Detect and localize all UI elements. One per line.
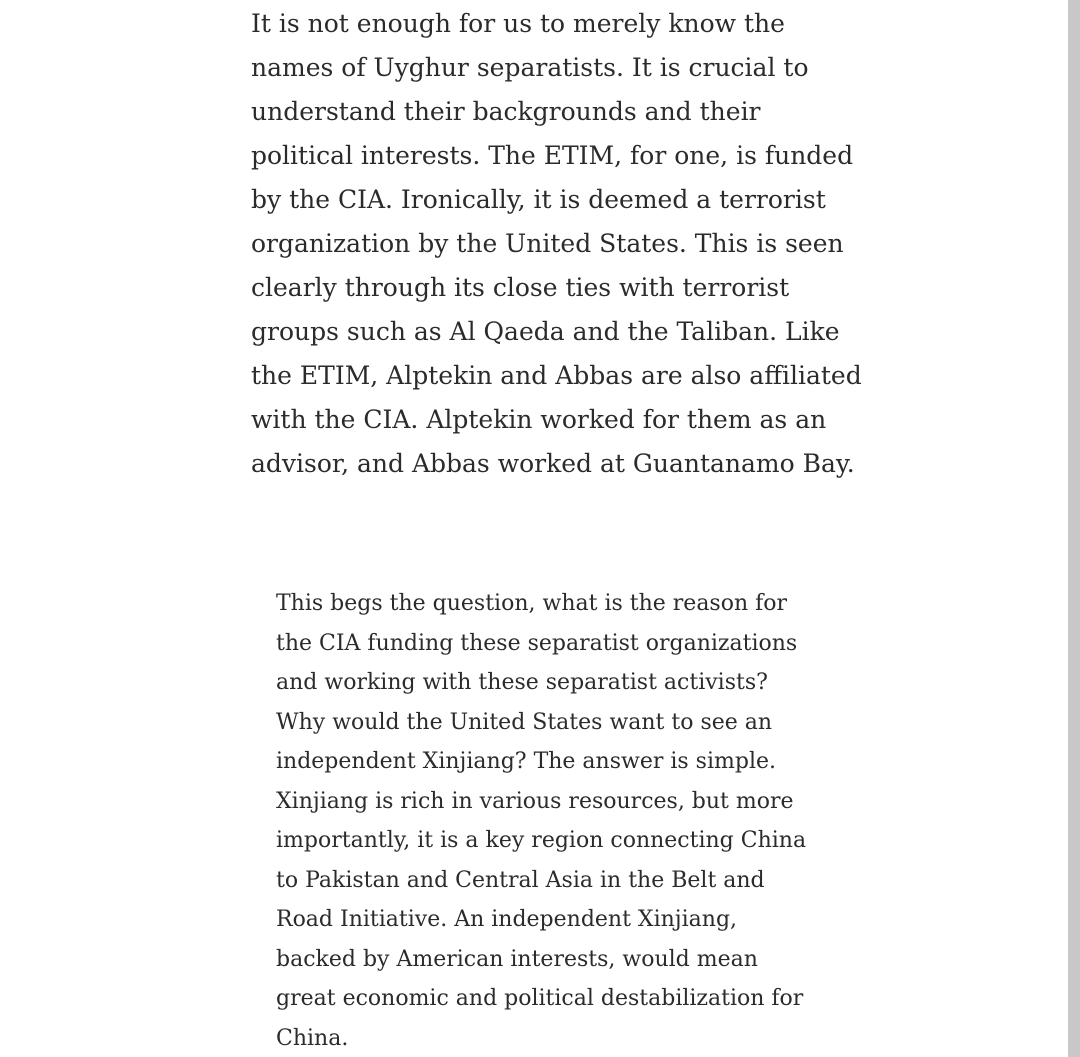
paragraph-line: political interests. The ETIM, for one, is funded (251, 141, 854, 170)
paragraph-line: importantly, it is a key region connecting China (276, 828, 807, 853)
article-paragraph-2 (276, 584, 816, 1057)
paragraph-line: the CIA funding these separatist organizations (276, 630, 798, 656)
paragraph-line: It is not enough for us to merely know the (251, 9, 785, 38)
paragraph-line: with the CIA. Alptekin worked for them as an (251, 405, 827, 434)
paragraph-line: to Pakistan and Central Asia in the Belt and (276, 867, 765, 893)
paragraph-line: Road Initiative. An independent Xinjiang, (276, 907, 738, 932)
paragraph-line: understand their backgrounds and their (251, 97, 761, 126)
paragraph-line: Why would the United States want to see an (276, 709, 773, 735)
paragraph-line: the ETIM, Alptekin and Abbas are also affiliated (251, 361, 862, 390)
paragraph-line: by the CIA. Ironically, it is deemed a terrorist (251, 185, 826, 214)
paragraph-line: names of Uyghur separatists. It is crucial to (251, 53, 809, 82)
paragraph-line: independent Xinjiang? The answer is simple. (276, 749, 776, 774)
paragraph-line: Xinjiang is rich in various resources, but more (276, 788, 794, 814)
paragraph-line: organization by the United States. This is seen (251, 229, 844, 258)
paragraph-line: and working with these separatist activists? (276, 670, 768, 695)
paragraph-line: great economic and political destabilization for (276, 986, 804, 1011)
paragraph-line: groups such as Al Qaeda and the Taliban. Like (251, 317, 840, 346)
paragraph-line: backed by American interests, would mean (276, 946, 758, 972)
vertical-scrollbar[interactable] (1068, 0, 1080, 1057)
article-paragraph-1 (251, 2, 862, 486)
paragraph-line: China. (276, 1025, 349, 1051)
paragraph-line: This begs the question, what is the reason for (276, 591, 788, 616)
paragraph-line: advisor, and Abbas worked at Guantanamo Bay. (251, 449, 855, 478)
paragraph-line: clearly through its close ties with terrorist (251, 273, 790, 302)
